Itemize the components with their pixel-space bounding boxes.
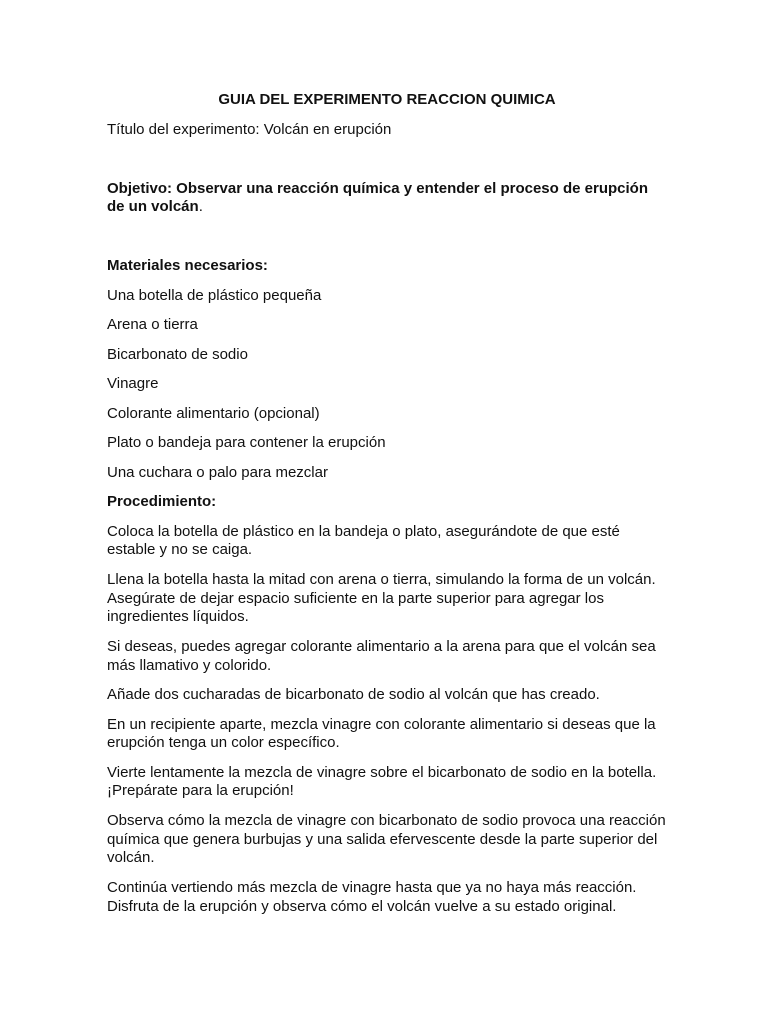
procedure-step: Vierte lentamente la mezcla de vinagre sobre el bicarbonato de sodio en la botella. ¡Prepárate para la erupción! xyxy=(107,763,657,800)
procedure-step: En un recipiente aparte, mezcla vinagre con colorante alimentario si deseas que la erupción tenga un color específico. xyxy=(107,715,656,752)
material-item: Colorante alimentario (opcional) xyxy=(107,404,320,422)
material-item: Una botella de plástico pequeña xyxy=(107,286,322,304)
objective-period: . xyxy=(198,198,203,216)
experiment-title: Título del experimento: Volcán en erupción xyxy=(107,120,392,138)
material-item: Vinagre xyxy=(107,375,159,393)
objective-text: Objetivo: Observar una reacción química y entender el proceso de erupción de un volcán xyxy=(107,179,648,216)
material-item: Una cuchara o palo para mezclar xyxy=(107,463,328,481)
procedure-step: Observa cómo la mezcla de vinagre con bicarbonato de sodio provoca una reacción química que genera burbujas y una salida efervescente desde la parte superior del volcán. xyxy=(107,811,666,867)
procedure-step: Coloca la botella de plástico en la bandeja o plato, asegurándote de que esté estable y no se caiga. xyxy=(107,522,620,559)
objective xyxy=(107,180,667,217)
material-item: Bicarbonato de sodio xyxy=(107,345,248,363)
blank-line xyxy=(107,228,667,258)
procedure-step: Añade dos cucharadas de bicarbonato de sodio al volcán que has creado. xyxy=(107,686,600,704)
procedure-step: Si deseas, puedes agregar colorante alimentario a la arena para que el volcán sea más llamativo y colorido. xyxy=(107,637,656,674)
document-title: GUIA DEL EXPERIMENTO REACCION QUIMICA xyxy=(218,91,556,108)
procedure-heading: Procedimiento: xyxy=(107,493,217,511)
blank-line xyxy=(107,150,667,180)
procedure-step: Continúa vertiendo más mezcla de vinagre hasta que ya no haya más reacción. Disfruta de la erupción y observa cómo el volcán vuelve a su estado original. xyxy=(107,878,637,915)
materials-heading: Materiales necesarios: xyxy=(107,257,268,275)
document-page xyxy=(107,91,667,927)
procedure-step: Llena la botella hasta la mitad con arena o tierra, simulando la forma de un volcán. Asegúrate de dejar espacio suficiente en la parte superior para agregar los ingredientes líquidos. xyxy=(107,570,656,626)
material-item: Arena o tierra xyxy=(107,316,198,334)
material-item: Plato o bandeja para contener la erupción xyxy=(107,434,386,452)
